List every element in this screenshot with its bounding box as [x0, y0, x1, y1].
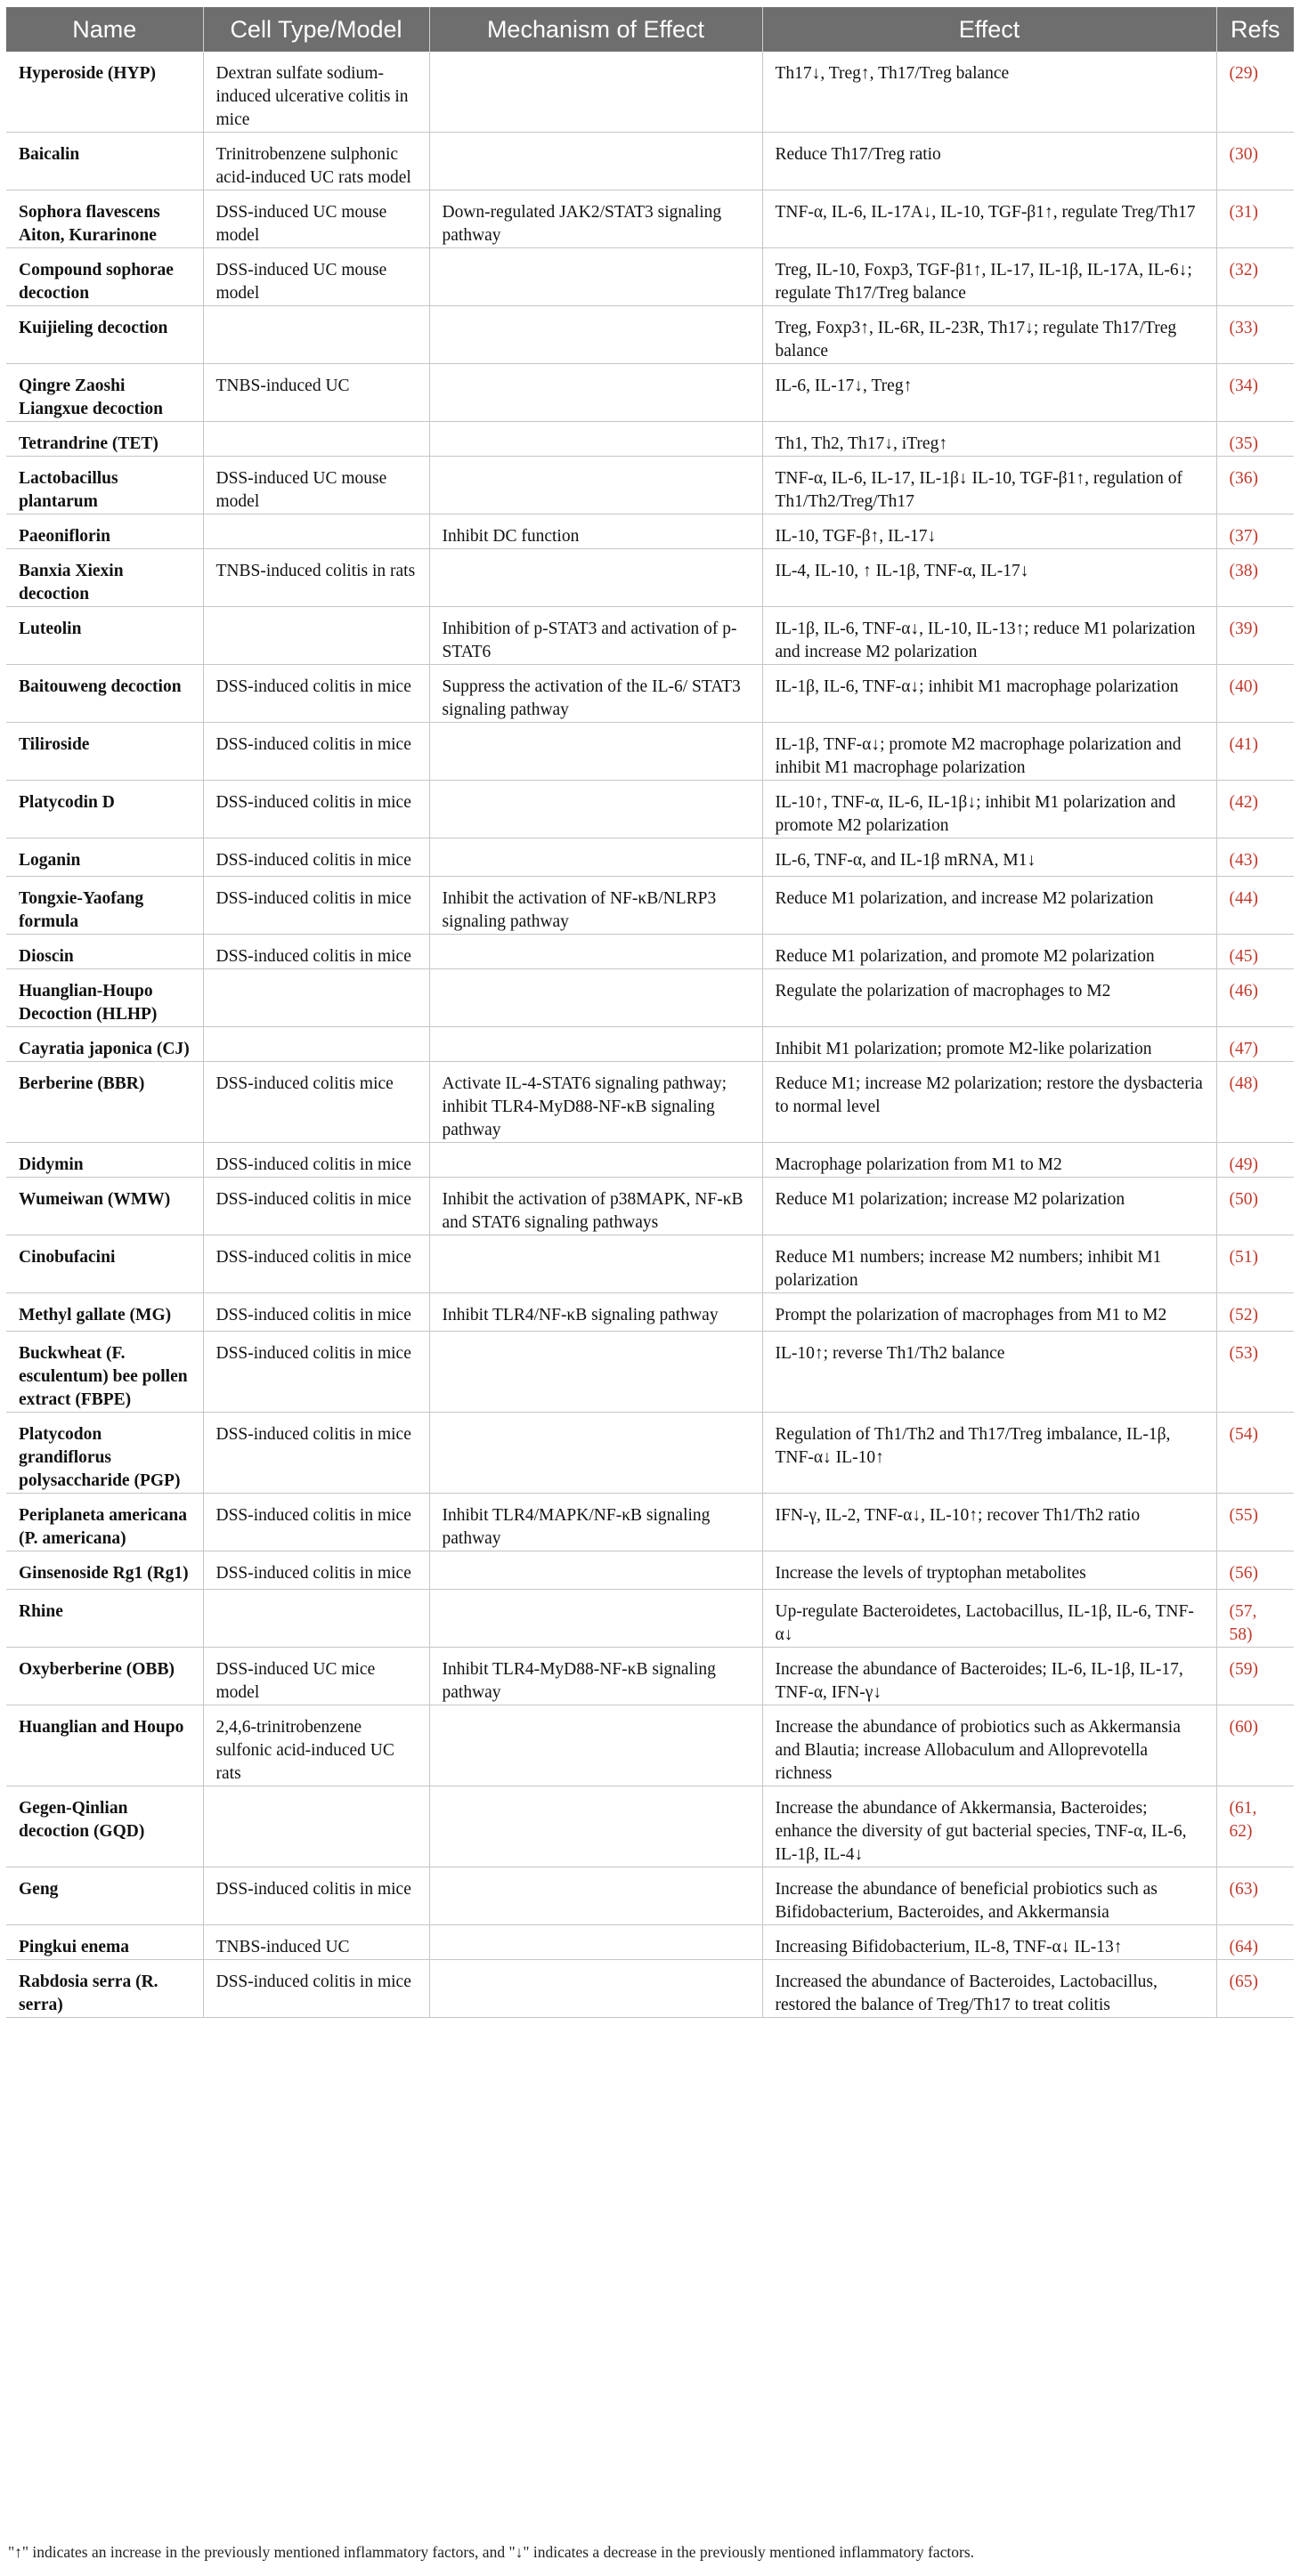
cell-name: Cayratia japonica (CJ) — [6, 1027, 203, 1062]
cell-name: Pingkui enema — [6, 1925, 203, 1960]
cell-name: Ginsenoside Rg1 (Rg1) — [6, 1551, 203, 1590]
cell-refs: (34) — [1216, 364, 1294, 422]
table-row — [6, 549, 1294, 607]
cell-mechanism: Inhibition of p-STAT3 and activation of p-STAT6 — [429, 607, 762, 665]
cell-type-model — [203, 514, 429, 549]
cell-mechanism: Suppress the activation of the IL-6/ STAT3 signaling pathway — [429, 665, 762, 723]
cell-mechanism: Inhibit DC function — [429, 514, 762, 549]
cell-name: Qingre Zaoshi Liangxue decoction — [6, 364, 203, 422]
cell-effect: Increase the levels of tryptophan metabolites — [762, 1551, 1216, 1590]
cell-name: Gegen-Qinlian decoction (GQD) — [6, 1786, 203, 1867]
cell-mechanism — [429, 935, 762, 969]
table-row — [6, 838, 1294, 877]
cell-effect: IL-6, TNF-α, and IL-1β mRNA, M1↓ — [762, 838, 1216, 877]
cell-effect: Increase the abundance of probiotics such as Akkermansia and Blautia; increase Allobaculum and Alloprevotella richness — [762, 1705, 1216, 1786]
table-row — [6, 1293, 1294, 1332]
cell-type-model: DSS-induced colitis in mice — [203, 1867, 429, 1925]
header-row — [6, 7, 1294, 52]
table-row — [6, 1062, 1294, 1143]
cell-refs: (32) — [1216, 248, 1294, 306]
cell-mechanism — [429, 1143, 762, 1178]
table-row — [6, 1235, 1294, 1293]
cell-type-model: DSS-induced colitis in mice — [203, 1551, 429, 1590]
cell-effect: TNF-α, IL-6, IL-17, IL-1β↓ IL-10, TGF-β1↑, regulation of Th1/Th2/Treg/Th17 — [762, 457, 1216, 514]
cell-refs: (37) — [1216, 514, 1294, 549]
header-name: Name — [6, 7, 203, 52]
cell-type-model: Dextran sulfate sodium-induced ulcerative colitis in mice — [203, 52, 429, 133]
cell-mechanism — [429, 1867, 762, 1925]
cell-effect: Regulation of Th1/Th2 and Th17/Treg imbalance, IL-1β, TNF-α↓ IL-10↑ — [762, 1413, 1216, 1494]
cell-mechanism: Inhibit TLR4/MAPK/NF-κB signaling pathway — [429, 1494, 762, 1551]
cell-name: Banxia Xiexin decoction — [6, 549, 203, 607]
table-row — [6, 607, 1294, 665]
cell-type-model: DSS-induced colitis in mice — [203, 723, 429, 781]
cell-type-model: DSS-induced colitis in mice — [203, 877, 429, 935]
cell-type-model: DSS-induced colitis in mice — [203, 1143, 429, 1178]
header-effect: Effect — [762, 7, 1216, 52]
cell-type-model: TNBS-induced UC — [203, 364, 429, 422]
cell-refs: (39) — [1216, 607, 1294, 665]
cell-type-model — [203, 422, 429, 457]
cell-refs: (64) — [1216, 1925, 1294, 1960]
table-row — [6, 1648, 1294, 1705]
cell-effect: Increase the abundance of Akkermansia, Bacteroides; enhance the diversity of gut bacterial species, TNF-α, IL-6, IL-1β, IL-4↓ — [762, 1786, 1216, 1867]
table-row — [6, 1960, 1294, 2018]
cell-type-model: TNBS-induced colitis in rats — [203, 549, 429, 607]
cell-type-model — [203, 306, 429, 364]
cell-type-model — [203, 1027, 429, 1062]
cell-name: Wumeiwan (WMW) — [6, 1178, 203, 1235]
table-row — [6, 781, 1294, 838]
cell-effect: IFN-γ, IL-2, TNF-α↓, IL-10↑; recover Th1/Th2 ratio — [762, 1494, 1216, 1551]
cell-type-model: DSS-induced UC mice model — [203, 1648, 429, 1705]
cell-type-model — [203, 969, 429, 1027]
cell-type-model: DSS-induced colitis in mice — [203, 1960, 429, 2018]
table-row — [6, 457, 1294, 514]
cell-mechanism — [429, 1960, 762, 2018]
table-row — [6, 1413, 1294, 1494]
cell-name: Luteolin — [6, 607, 203, 665]
cell-type-model: Trinitrobenzene sulphonic acid-induced UC rats model — [203, 133, 429, 190]
cell-name: Tiliroside — [6, 723, 203, 781]
cell-mechanism — [429, 1551, 762, 1590]
table-row — [6, 1590, 1294, 1648]
cell-mechanism — [429, 52, 762, 133]
cell-mechanism — [429, 133, 762, 190]
cell-effect: Th17↓, Treg↑, Th17/Treg balance — [762, 52, 1216, 133]
cell-type-model: DSS-induced colitis in mice — [203, 1235, 429, 1293]
cell-effect: IL-10↑, TNF-α, IL-6, IL-1β↓; inhibit M1 polarization and promote M2 polarization — [762, 781, 1216, 838]
cell-refs: (57, 58) — [1216, 1590, 1294, 1648]
cell-name: Lactobacillus plantarum — [6, 457, 203, 514]
table-row — [6, 1143, 1294, 1178]
cell-refs: (29) — [1216, 52, 1294, 133]
cell-refs: (47) — [1216, 1027, 1294, 1062]
cell-name: Platycodon grandiflorus polysaccharide (PGP) — [6, 1413, 203, 1494]
cell-refs: (33) — [1216, 306, 1294, 364]
cell-effect: TNF-α, IL-6, IL-17A↓, IL-10, TGF-β1↑, regulate Treg/Th17 — [762, 190, 1216, 248]
cell-name: Compound sophorae decoction — [6, 248, 203, 306]
cell-refs: (44) — [1216, 877, 1294, 935]
cell-mechanism — [429, 1590, 762, 1648]
cell-mechanism — [429, 457, 762, 514]
cell-refs: (51) — [1216, 1235, 1294, 1293]
cell-name: Hyperoside (HYP) — [6, 52, 203, 133]
cell-mechanism — [429, 1925, 762, 1960]
cell-effect: Treg, Foxp3↑, IL-6R, IL-23R, Th17↓; regulate Th17/Treg balance — [762, 306, 1216, 364]
cell-name: Huanglian-Houpo Decoction (HLHP) — [6, 969, 203, 1027]
cell-name: Dioscin — [6, 935, 203, 969]
cell-name: Platycodin D — [6, 781, 203, 838]
header-mechanism: Mechanism of Effect — [429, 7, 762, 52]
cell-effect: Prompt the polarization of macrophages from M1 to M2 — [762, 1293, 1216, 1332]
cell-name: Sophora flavescens Aiton, Kurarinone — [6, 190, 203, 248]
header-refs: Refs — [1216, 7, 1294, 52]
cell-name: Rabdosia serra (R. serra) — [6, 1960, 203, 2018]
cell-effect: IL-1β, IL-6, TNF-α↓; inhibit M1 macrophage polarization — [762, 665, 1216, 723]
cell-name: Kuijieling decoction — [6, 306, 203, 364]
cell-effect: IL-1β, IL-6, TNF-α↓, IL-10, IL-13↑; reduce M1 polarization and increase M2 polarization — [762, 607, 1216, 665]
cell-effect: Th1, Th2, Th17↓, iTreg↑ — [762, 422, 1216, 457]
cell-type-model: DSS-induced colitis in mice — [203, 1178, 429, 1235]
cell-refs: (60) — [1216, 1705, 1294, 1786]
cell-type-model: DSS-induced colitis in mice — [203, 838, 429, 877]
cell-refs: (46) — [1216, 969, 1294, 1027]
cell-name: Cinobufacini — [6, 1235, 203, 1293]
cell-refs: (52) — [1216, 1293, 1294, 1332]
table-header — [6, 7, 1294, 52]
cell-refs: (45) — [1216, 935, 1294, 969]
cell-refs: (31) — [1216, 190, 1294, 248]
cell-mechanism: Inhibit the activation of NF-κB/NLRP3 signaling pathway — [429, 877, 762, 935]
cell-effect: Increasing Bifidobacterium, IL-8, TNF-α↓ IL-13↑ — [762, 1925, 1216, 1960]
cell-name: Loganin — [6, 838, 203, 877]
cell-effect: Reduce M1 polarization, and increase M2 polarization — [762, 877, 1216, 935]
table-row — [6, 723, 1294, 781]
cell-refs: (53) — [1216, 1332, 1294, 1413]
cell-name: Methyl gallate (MG) — [6, 1293, 203, 1332]
cell-mechanism: Inhibit TLR4-MyD88-NF-κB signaling pathway — [429, 1648, 762, 1705]
cell-refs: (35) — [1216, 422, 1294, 457]
cell-effect: Reduce M1 polarization; increase M2 polarization — [762, 1178, 1216, 1235]
cell-refs: (54) — [1216, 1413, 1294, 1494]
cell-mechanism — [429, 1705, 762, 1786]
cell-mechanism — [429, 1332, 762, 1413]
table-row — [6, 1332, 1294, 1413]
cell-name: Geng — [6, 1867, 203, 1925]
header-cell-type: Cell Type/Model — [203, 7, 429, 52]
cell-effect: Increase the abundance of beneficial probiotics such as Bifidobacterium, Bacteroides, and Akkermansia — [762, 1867, 1216, 1925]
cell-type-model: DSS-induced colitis in mice — [203, 665, 429, 723]
table-row — [6, 1494, 1294, 1551]
cell-type-model: DSS-induced colitis mice — [203, 1062, 429, 1143]
table-row — [6, 422, 1294, 457]
cell-refs: (43) — [1216, 838, 1294, 877]
cell-refs: (30) — [1216, 133, 1294, 190]
cell-refs: (55) — [1216, 1494, 1294, 1551]
cell-type-model: DSS-induced colitis in mice — [203, 781, 429, 838]
cell-name: Huanglian and Houpo — [6, 1705, 203, 1786]
cell-type-model — [203, 607, 429, 665]
cell-refs: (49) — [1216, 1143, 1294, 1178]
cell-type-model: 2,4,6-trinitrobenzene sulfonic acid-induced UC rats — [203, 1705, 429, 1786]
cell-effect: Treg, IL-10, Foxp3, TGF-β1↑, IL-17, IL-1β, IL-17A, IL-6↓; regulate Th17/Treg balance — [762, 248, 1216, 306]
cell-mechanism — [429, 969, 762, 1027]
cell-refs: (56) — [1216, 1551, 1294, 1590]
cell-name: Tongxie-Yaofang formula — [6, 877, 203, 935]
cell-type-model — [203, 1590, 429, 1648]
cell-mechanism — [429, 364, 762, 422]
table-row — [6, 1867, 1294, 1925]
cell-effect: IL-1β, TNF-α↓; promote M2 macrophage polarization and inhibit M1 macrophage polarization — [762, 723, 1216, 781]
cell-effect: Increase the abundance of Bacteroides; IL-6, IL-1β, IL-17, TNF-α, IFN-γ↓ — [762, 1648, 1216, 1705]
cell-mechanism — [429, 838, 762, 877]
cell-mechanism: Inhibit the activation of p38MAPK, NF-κB and STAT6 signaling pathways — [429, 1178, 762, 1235]
cell-refs: (42) — [1216, 781, 1294, 838]
cell-refs: (59) — [1216, 1648, 1294, 1705]
cell-mechanism: Inhibit TLR4/NF-κB signaling pathway — [429, 1293, 762, 1332]
table-row — [6, 1178, 1294, 1235]
cell-type-model: DSS-induced UC mouse model — [203, 248, 429, 306]
cell-refs: (36) — [1216, 457, 1294, 514]
cell-effect: IL-10, TGF-β↑, IL-17↓ — [762, 514, 1216, 549]
cell-effect: IL-6, IL-17↓, Treg↑ — [762, 364, 1216, 422]
cell-effect: IL-4, IL-10, ↑ IL-1β, TNF-α, IL-17↓ — [762, 549, 1216, 607]
cell-type-model: DSS-induced UC mouse model — [203, 457, 429, 514]
cell-refs: (41) — [1216, 723, 1294, 781]
cell-mechanism — [429, 781, 762, 838]
table-row — [6, 514, 1294, 549]
cell-effect: Reduce M1 numbers; increase M2 numbers; inhibit M1 polarization — [762, 1235, 1216, 1293]
cell-effect: Reduce M1 polarization, and promote M2 polarization — [762, 935, 1216, 969]
cell-effect: Macrophage polarization from M1 to M2 — [762, 1143, 1216, 1178]
table-row — [6, 935, 1294, 969]
cell-name: Periplaneta americana (P. americana) — [6, 1494, 203, 1551]
cell-mechanism: Activate IL-4-STAT6 signaling pathway; inhibit TLR4-MyD88-NF-κB signaling pathway — [429, 1062, 762, 1143]
cell-type-model: DSS-induced UC mouse model — [203, 190, 429, 248]
cell-refs: (40) — [1216, 665, 1294, 723]
table-row — [6, 665, 1294, 723]
table-row — [6, 306, 1294, 364]
table-row — [6, 877, 1294, 935]
cell-effect: Reduce M1; increase M2 polarization; restore the dysbacteria to normal level — [762, 1062, 1216, 1143]
cell-effect: IL-10↑; reverse Th1/Th2 balance — [762, 1332, 1216, 1413]
table-container — [6, 7, 1294, 2018]
cell-name: Didymin — [6, 1143, 203, 1178]
table-row — [6, 1551, 1294, 1590]
cell-name: Rhine — [6, 1590, 203, 1648]
cell-mechanism — [429, 1235, 762, 1293]
cell-refs: (61, 62) — [1216, 1786, 1294, 1867]
cell-name: Tetrandrine (TET) — [6, 422, 203, 457]
table-row — [6, 969, 1294, 1027]
compound-effects-table — [6, 7, 1294, 2018]
table-row — [6, 364, 1294, 422]
cell-effect: Up-regulate Bacteroidetes, Lactobacillus, IL-1β, IL-6, TNF-α↓ — [762, 1590, 1216, 1648]
table-row — [6, 1705, 1294, 1786]
table-row — [6, 133, 1294, 190]
table-row — [6, 248, 1294, 306]
cell-refs: (63) — [1216, 1867, 1294, 1925]
cell-name: Paeoniflorin — [6, 514, 203, 549]
cell-mechanism — [429, 1786, 762, 1867]
table-row — [6, 1786, 1294, 1867]
cell-type-model: DSS-induced colitis in mice — [203, 1413, 429, 1494]
table-body — [6, 52, 1294, 2018]
cell-type-model: DSS-induced colitis in mice — [203, 1293, 429, 1332]
cell-name: Baicalin — [6, 133, 203, 190]
table-row — [6, 1027, 1294, 1062]
table-row — [6, 52, 1294, 133]
cell-name: Oxyberberine (OBB) — [6, 1648, 203, 1705]
cell-refs: (50) — [1216, 1178, 1294, 1235]
cell-mechanism — [429, 723, 762, 781]
cell-mechanism — [429, 1027, 762, 1062]
cell-type-model — [203, 1786, 429, 1867]
cell-effect: Increased the abundance of Bacteroides, Lactobacillus, restored the balance of Treg/Th17 to treat colitis — [762, 1960, 1216, 2018]
cell-name: Berberine (BBR) — [6, 1062, 203, 1143]
cell-mechanism — [429, 422, 762, 457]
cell-mechanism: Down-regulated JAK2/STAT3 signaling pathway — [429, 190, 762, 248]
cell-refs: (38) — [1216, 549, 1294, 607]
cell-mechanism — [429, 248, 762, 306]
cell-refs: (48) — [1216, 1062, 1294, 1143]
cell-mechanism — [429, 306, 762, 364]
cell-mechanism — [429, 549, 762, 607]
cell-type-model: TNBS-induced UC — [203, 1925, 429, 1960]
cell-effect: Inhibit M1 polarization; promote M2-like polarization — [762, 1027, 1216, 1062]
cell-effect: Regulate the polarization of macrophages to M2 — [762, 969, 1216, 1027]
cell-name: Buckwheat (F. esculentum) bee pollen extract (FBPE) — [6, 1332, 203, 1413]
cell-type-model: DSS-induced colitis in mice — [203, 1332, 429, 1413]
cell-type-model: DSS-induced colitis in mice — [203, 935, 429, 969]
cell-refs: (65) — [1216, 1960, 1294, 2018]
cell-mechanism — [429, 1413, 762, 1494]
table-row — [6, 1925, 1294, 1960]
cell-type-model: DSS-induced colitis in mice — [203, 1494, 429, 1551]
table-footnote: "↑" indicates an increase in the previously mentioned inflammatory factors, and "↓" indicates a decrease in the previously mentioned inflammatory factors. — [8, 2543, 975, 2561]
cell-name: Baitouweng decoction — [6, 665, 203, 723]
table-row — [6, 190, 1294, 248]
cell-effect: Reduce Th17/Treg ratio — [762, 133, 1216, 190]
